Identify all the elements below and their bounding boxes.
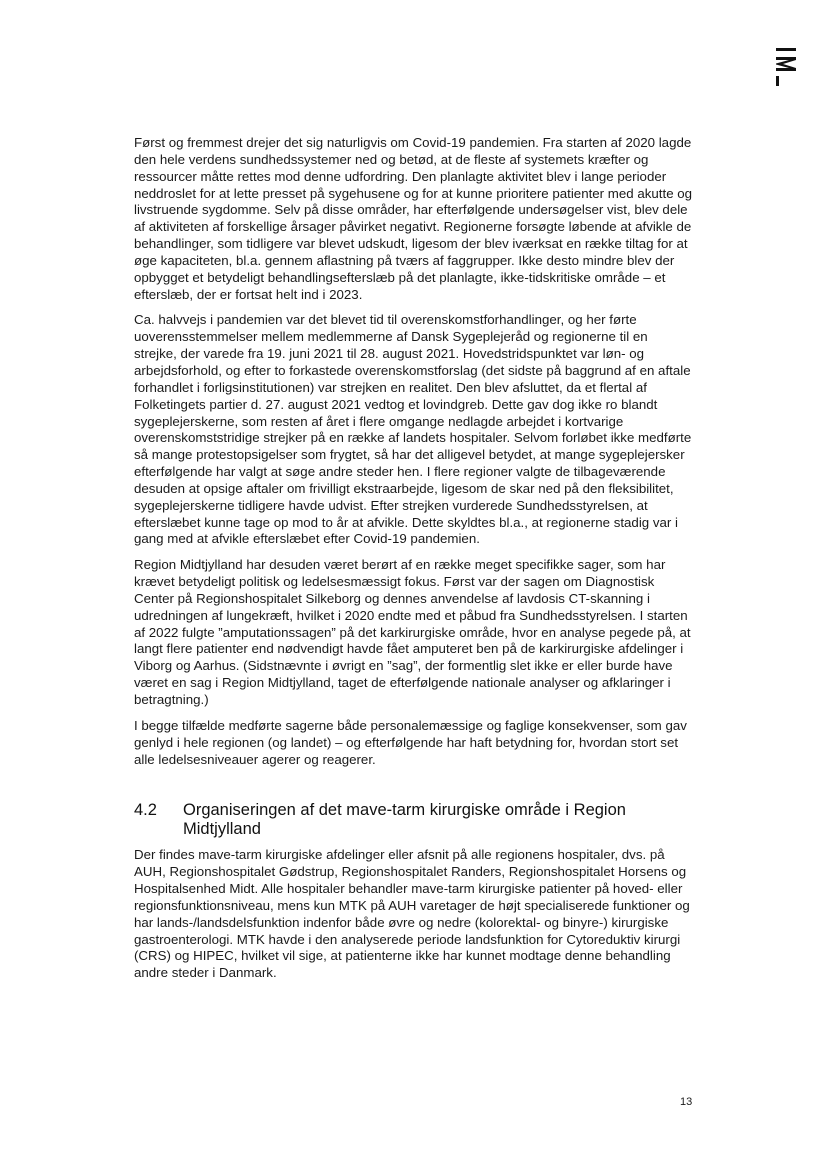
section-heading	[134, 801, 694, 839]
im-logo-icon	[774, 48, 798, 88]
paragraph-cases: Region Midtjylland har desuden været berørt af en række meget specifikke sager, som har krævet betydeligt politisk og ledelsesmæssigt fokus. Først var der sagen om Diagnostisk Center på Regionshospitalet Silkeborg og dennes anvendelse af lavdosis CT-skanning i udredningen af lungekræft, hvilket i 2020 endte med et påbud fra Sundhedsstyrelsen. I starten af 2022 fulgte ”amputationssagen” på det karkirurgiske område, hvor en analyse pegede på, at langt flere patienter end nødvendigt havde fået amputeret ben på de karkirurgiske afdelinger i Viborg og Aarhus. (Sidstnævnte i øvrigt en ”sag”, der formentlig slet ikke er eller burde have været en sag i Region Midtjylland, taget de efterfølgende nationale analyser og afklaringer i betragtning.)	[134, 557, 691, 707]
paragraph-strike: Ca. halvvejs i pandemien var det blevet tid til overenskomstforhandlinger, og her førte uoverensstemmelser mellem medlemmerne af Dansk Sygeplejeråd og regionerne til en strejke, der varede fra 19. juni 2021 til 28. august 2021. Hovedstridspunktet var løn- og arbejdsforhold, og efter to forkastede overenskomstforslag (det sidste på baggrund af en aftale forhandlet i forligsinstitutionen) var strejken en realitet. Den blev afsluttet, da et flertal af Folketingets partier d. 27. august 2021 vedtog et lovindgreb. Dette gav dog ikke ro blandt sygeplejerskerne, som resten af året i flere omgange nedlagde arbejdet i kortvarige overenskomststridige strejker på en række af landets hospitaler. Selvom forløbet ikke medførte så mange protestopsigelser som frygtet, så har det alligevel betydet, at mange sygeplejersker efterfølgende har valgt at søge andre steder hen. I flere regioner valgte de tilbageværende desuden at opsige aftaler om frivilligt ekstraarbejde, ligesom de skar ned på den fleksibilitet, sygeplejerskerne tidligere havde udvist. Efter strejken vurderede Sundhedsstyrelsen, at efterslæbet kunne tage op mod to år at afvikle. Dette skyldtes bl.a., at regionerne stadig var i gang med at afvikle efterslæbet efter Covid-19 pandemien.	[134, 312, 692, 547]
section-number: 4.2	[134, 801, 157, 820]
paragraph-organisation: Der findes mave-tarm kirurgiske afdelinger eller afsnit på alle regionens hospitaler, dvs. på AUH, Regionshospitalet Gødstrup, Regionshospitalet Randers, Regionshospitalet Horsens og Hospitalsenhed Midt. Alle hospitaler behandler mave-tarm kirurgiske patienter på hoved- eller regionsfunktionsniveau, mens kun MTK på AUH varetager de højt specialiserede funktioner og har lands-/landsdelsfunktion indenfor både øvre og nedre (kolorektal- og binyre-) kirurgiske gastroenterologi. MTK havde i den analyserede periode landsfunktion for Cytoreduktiv kirurgi (CRS) og HIPEC, hvilket vil sige, at patienterne ikke har kunnet modtage denne behandling andre steder i Danmark.	[134, 847, 690, 981]
paragraph-consequences: I begge tilfælde medførte sagerne både personalemæssige og faglige konsekvenser, som gav genlyd i hele regionen (og landet) – og efterfølgende har haft betydning for, hvordan stort set alle ledelsesniveauer agerer og reagerer.	[134, 717, 687, 767]
paragraph-covid: Først og fremmest drejer det sig naturligvis om Covid-19 pandemien. Fra starten af 2020 lagde den hele verdens sundhedssystemer ned og betød, at de fleste af systemets kræfter og ressourcer måtte rettes mod denne udfordring. Den planlagte aktivitet blev i lange perioder neddroslet for at lette presset på sygehusene og for at kunne prioritere patienter med akutte og livstruende sygdomme. Selv på disse områder, har efterfølgende undersøgelser vist, blev dele af aktiviteten af forskellige årsager påvirket negativt. Regionerne forsøgte løbende at afvikle de behandlinger, som tidligere var blevet udskudt, ligesom der blev iværksat en række tiltag for at øge kapaciteten, bl.a. gennem aflastning på tværs af faggrupper. Ikke desto mindre blev der opbygget et betydeligt behandlingsefterslæb på det planlagte, ikke-tidskritiske område – et efterslæb, der er fortsat helt ind i 2023.	[134, 135, 693, 302]
section-title: Organiseringen af det mave-tarm kirurgiske område i Region Midtjylland	[183, 801, 626, 839]
document-body	[134, 135, 694, 991]
page-number: 13	[680, 1096, 693, 1108]
